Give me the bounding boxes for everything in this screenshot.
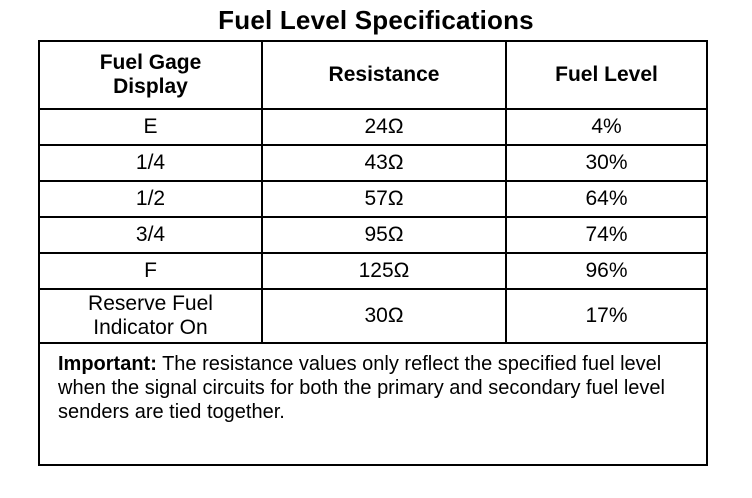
- note-text: The resistance values only reflect the specified fuel level when the signal circuits for both the primary and secondary fuel level senders are tied together.: [58, 353, 665, 423]
- table-row: [39, 253, 707, 289]
- header-display-line1: Fuel Gage: [99, 51, 202, 74]
- important-note: [39, 343, 707, 465]
- cell-resistance: 24Ω: [262, 109, 506, 145]
- cell-fuel-level: 4%: [506, 109, 707, 145]
- cell-fuel-level: 96%: [506, 253, 707, 289]
- header-resistance: Resistance: [262, 41, 506, 109]
- cell-resistance: 57Ω: [262, 181, 506, 217]
- cell-fuel-level: 64%: [506, 181, 707, 217]
- table-row: [39, 145, 707, 181]
- cell-resistance: 95Ω: [262, 217, 506, 253]
- note-row: [39, 343, 707, 465]
- table-header-row: [39, 41, 707, 109]
- table-row: [39, 181, 707, 217]
- header-fuel-level: Fuel Level: [506, 41, 707, 109]
- reserve-line1: Reserve Fuel: [88, 292, 213, 315]
- cell-fuel-level: 30%: [506, 145, 707, 181]
- fuel-level-table: [38, 40, 708, 466]
- reserve-line2: Indicator On: [93, 316, 208, 339]
- cell-display-reserve: [39, 289, 262, 343]
- cell-fuel-level-reserve: 17%: [506, 289, 707, 343]
- page-title: Fuel Level Specifications: [218, 5, 534, 35]
- header-fuel-gage-display: [39, 41, 262, 109]
- cell-display: F: [39, 253, 262, 289]
- note-label: Important:: [58, 353, 157, 375]
- table-row: [39, 217, 707, 253]
- cell-display: E: [39, 109, 262, 145]
- cell-resistance: 43Ω: [262, 145, 506, 181]
- cell-display: 1/2: [39, 181, 262, 217]
- cell-resistance-reserve: 30Ω: [262, 289, 506, 343]
- cell-display: 3/4: [39, 217, 262, 253]
- cell-fuel-level: 74%: [506, 217, 707, 253]
- cell-display: 1/4: [39, 145, 262, 181]
- header-display-line2: Display: [113, 75, 188, 98]
- cell-resistance: 125Ω: [262, 253, 506, 289]
- table-row-reserve: [39, 289, 707, 343]
- table-row: [39, 109, 707, 145]
